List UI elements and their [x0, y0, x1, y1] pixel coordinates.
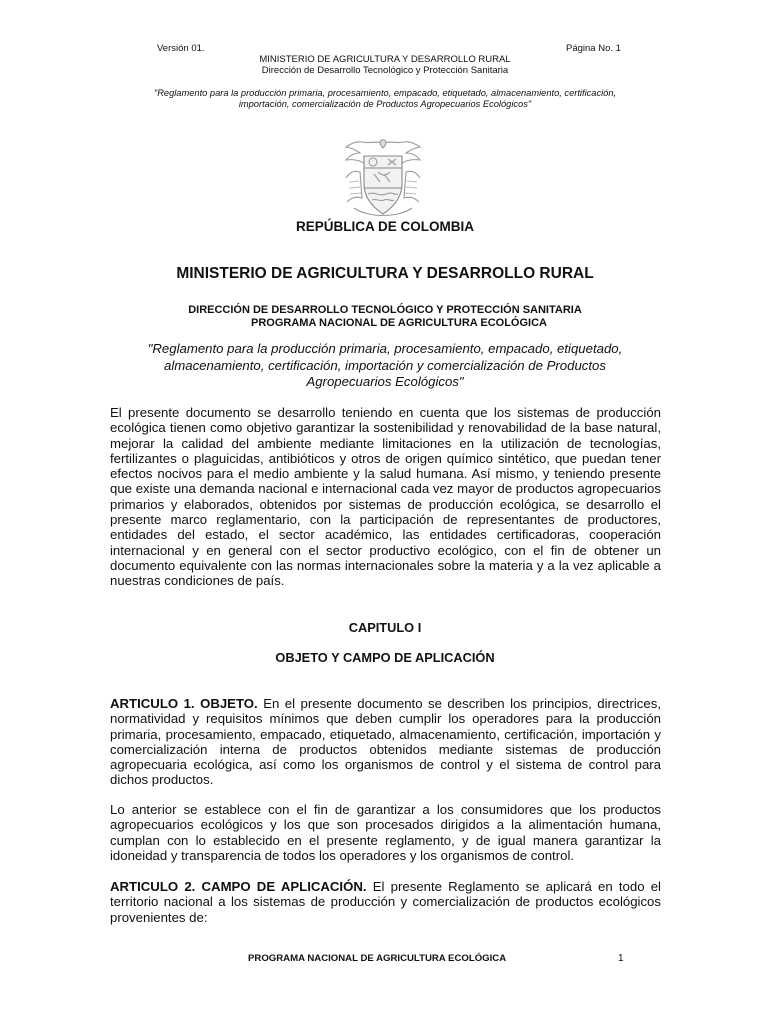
header-regulation-line1: "Reglamento para la producción primaria, procesamiento, empacado, etiquetado, almacenamiento, certificación,: [153, 88, 617, 98]
article-1-text: En el presente documento se describen los principios, directrices, normatividad y requisitos mínimos que deben cumplir los operadores para la producción primaria, procesamiento, empacado, etiquetado, almacenamiento, certificación, importación y comercialización interna de productos obtenidos mediante sistemas de producción agropecuaria ecológica, así como los organismos de control y el sistema de control para dichos productos.: [110, 696, 661, 788]
regulation-title-line3: Agropecuarios Ecológicos": [306, 374, 464, 389]
version-label: Versión 01.: [157, 43, 205, 54]
article-2-heading: ARTICULO 2. CAMPO DE APLICACIÓN.: [110, 879, 367, 894]
footer-program: PROGRAMA NACIONAL DE AGRICULTURA ECOLÓGICA: [248, 953, 507, 964]
direction-title: DIRECCIÓN DE DESARROLLO TECNOLÓGICO Y PROTECCIÓN SANITARIA: [188, 304, 582, 316]
header-regulation-line2: importación, comercialización de Productos Agropecuarios Ecológicos": [238, 99, 532, 109]
header-ministry: MINISTERIO DE AGRICULTURA Y DESARROLLO RURAL: [259, 54, 511, 65]
article-2-text: El presente Reglamento se aplicará en todo el territorio nacional a los sistemas de producción y comercialización de productos ecológicos provenientes de:: [110, 879, 661, 925]
article-1-heading: ARTICULO 1. OBJETO.: [110, 696, 258, 711]
regulation-title: [0, 341, 770, 391]
paragraph-2: Lo anterior se establece con el fin de garantizar a los consumidores que los productos agropecuarios ecológicos y los que son procesados dirigidos a la alimentación humana, cumplan con lo establecido en el presente reglamento, y de igual manera garantizar la idoneidad y transparencia de todos los operadores y los organismos de control.: [110, 802, 661, 863]
footer-page-number: 1: [618, 953, 624, 964]
ministry-title: MINISTERIO DE AGRICULTURA Y DESARROLLO RURAL: [176, 265, 594, 282]
regulation-title-line1: "Reglamento para la producción primaria, procesamiento, empacado, etiquetado,: [147, 341, 623, 356]
chapter-subtitle: OBJETO Y CAMPO DE APLICACIÓN: [275, 650, 495, 665]
program-title: PROGRAMA NACIONAL DE AGRICULTURA ECOLÓGICA: [251, 317, 547, 329]
coat-of-arms-seal: [340, 138, 426, 220]
article-1: [110, 696, 661, 788]
article-2: [110, 879, 661, 925]
regulation-title-line2: almacenamiento, certificación, importación y comercialización de Productos: [164, 357, 606, 373]
intro-paragraph: El presente documento se desarrollo teniendo en cuenta que los sistemas de producción ecológica tienen como objetivo garantizar la sostenibilidad y renovabilidad de la base natural, mejorar la calidad del ambiente mediante limitaciones en la utilización de tecnologías, fertilizantes o plaguicidas, antibióticos y otros de origen químico sintético, que puedan tener efectos nocivos para el medio ambiente y la salud humana. Así mismo, y teniendo presente que existe una demanda nacional e internacional cada vez mayor de productos agropecuarios primarios y elaborados, obtenidos por sistemas de producción ecológica, se desarrollo el presente marco reglamentario, con la participación de representantes de productores, entidades del estado, el sector académico, las entidades certificadoras, cooperación internacional y en general con el sector productivo ecológico, con el fin de obtener un documento equivalente con las normas internacionales sobre la materia y a la vez aplicable a nuestras condiciones de país.: [110, 405, 661, 589]
chapter-title: CAPITULO I: [348, 620, 422, 635]
republic-title: REPÚBLICA DE COLOMBIA: [296, 219, 474, 234]
page-label: Página No. 1: [566, 43, 621, 54]
header-direction: Dirección de Desarrollo Tecnológico y Protección Sanitaria: [261, 65, 509, 76]
